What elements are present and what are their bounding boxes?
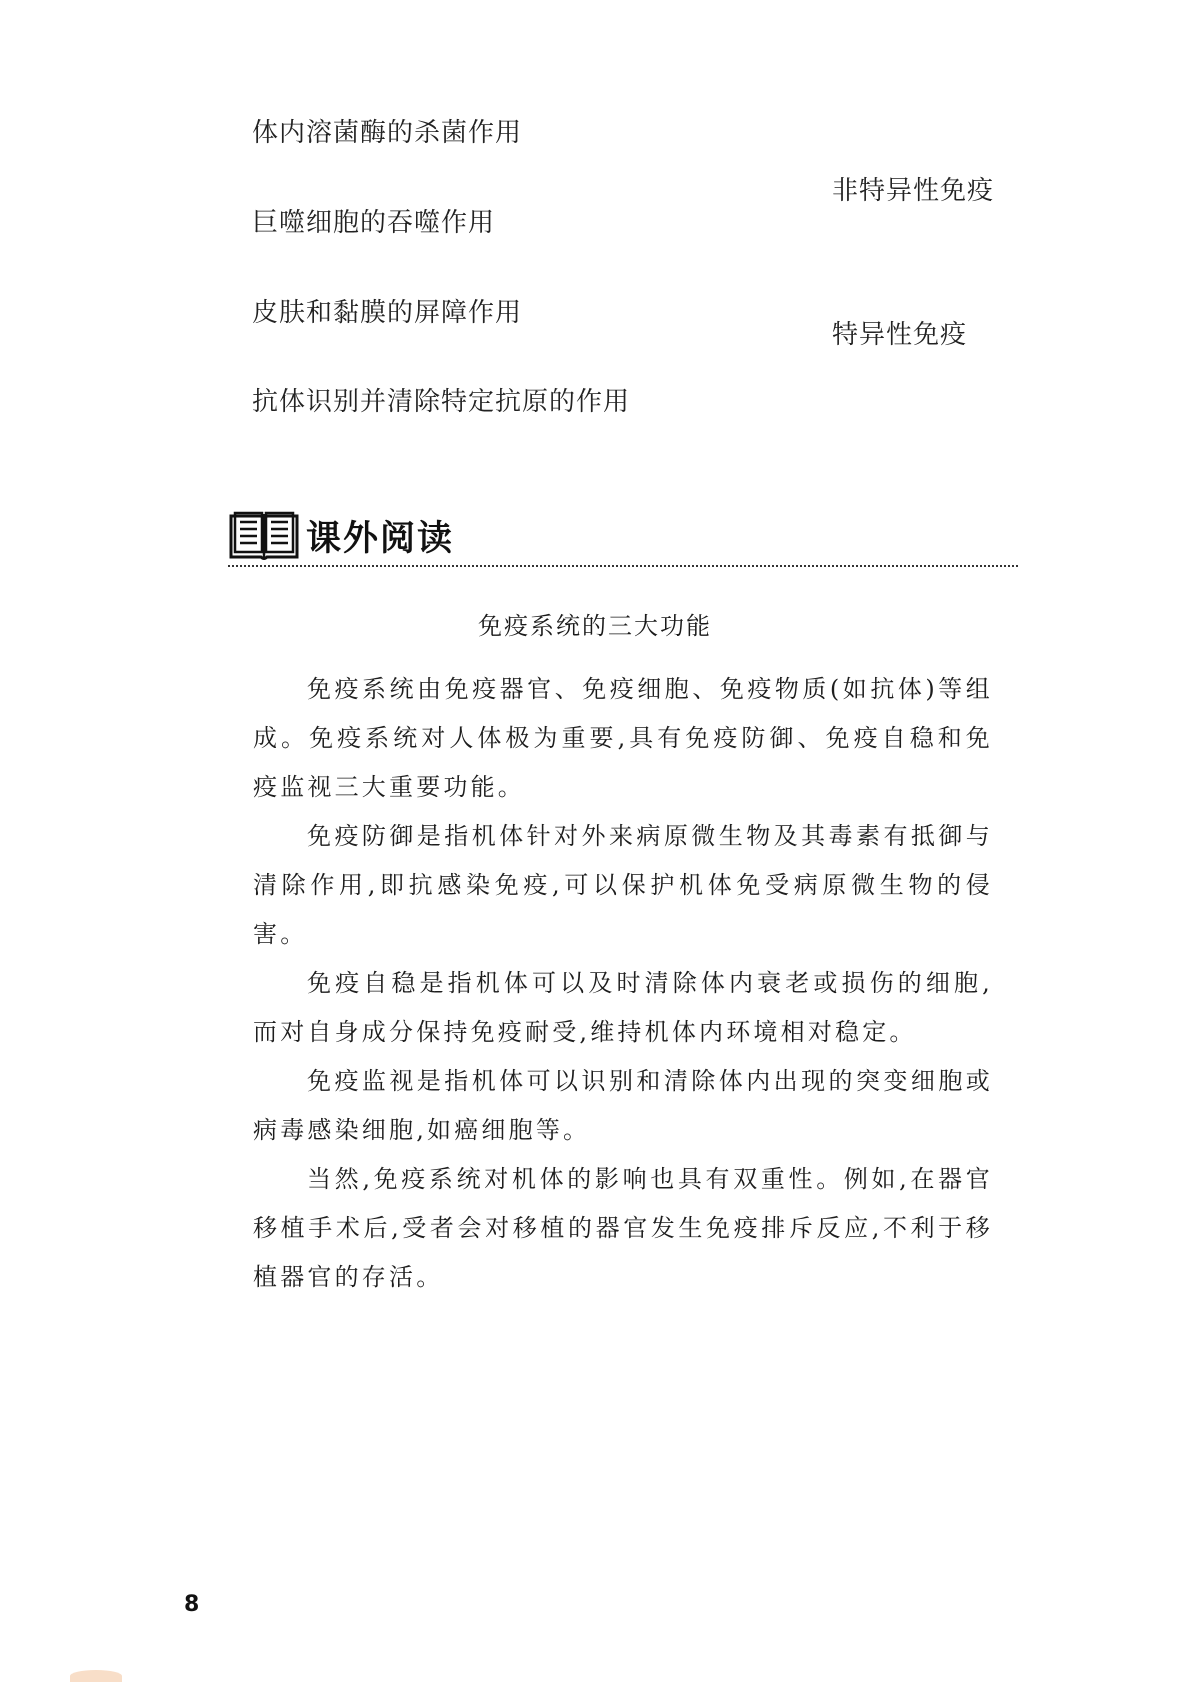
reading-paragraph: 免疫防御是指机体针对外来病原微生物及其毒素有抵御与清除作用,即抗感染免疫,可以保护机体免受病原微生物的侵害。	[253, 822, 993, 948]
section-title: 课外阅读	[306, 519, 455, 559]
matching-right-item: 特异性免疫	[832, 320, 968, 350]
reading-paragraph: 免疫监视是指机体可以识别和清除体内出现的突变细胞或病毒感染细胞,如癌细胞等。	[253, 1067, 993, 1144]
matching-left-item: 体内溶菌酶的杀菌作用	[252, 118, 523, 148]
matching-left-item: 皮肤和黏膜的屏障作用	[252, 298, 523, 328]
reading-paragraph: 免疫自稳是指机体可以及时清除体内衰老或损伤的细胞,而对自身成分保持免疫耐受,维持机体内环境相对稳定。	[253, 969, 993, 1046]
reading-paragraph: 免疫系统由免疫器官、免疫细胞、免疫物质(如抗体)等组成。免疫系统对人体极为重要,具有免疫防御、免疫自稳和免疫监视三大重要功能。	[253, 675, 993, 801]
section-divider	[228, 565, 1018, 567]
reading-body	[253, 665, 993, 1302]
reading-title: 免疫系统的三大功能	[478, 612, 712, 640]
reading-paragraph: 当然,免疫系统对机体的影响也具有双重性。例如,在器官移植手术后,受者会对移植的器官发生免疫排斥反应,不利于移植器官的存活。	[253, 1165, 993, 1291]
open-book-icon	[228, 510, 300, 562]
matching-right-item: 非特异性免疫	[832, 176, 995, 206]
matching-left-item: 巨噬细胞的吞噬作用	[252, 208, 496, 238]
page-corner-smudge	[70, 1670, 122, 1682]
section-header	[228, 510, 454, 562]
matching-left-item: 抗体识别并清除特定抗原的作用	[252, 387, 631, 417]
page-number: 8	[184, 1592, 200, 1617]
